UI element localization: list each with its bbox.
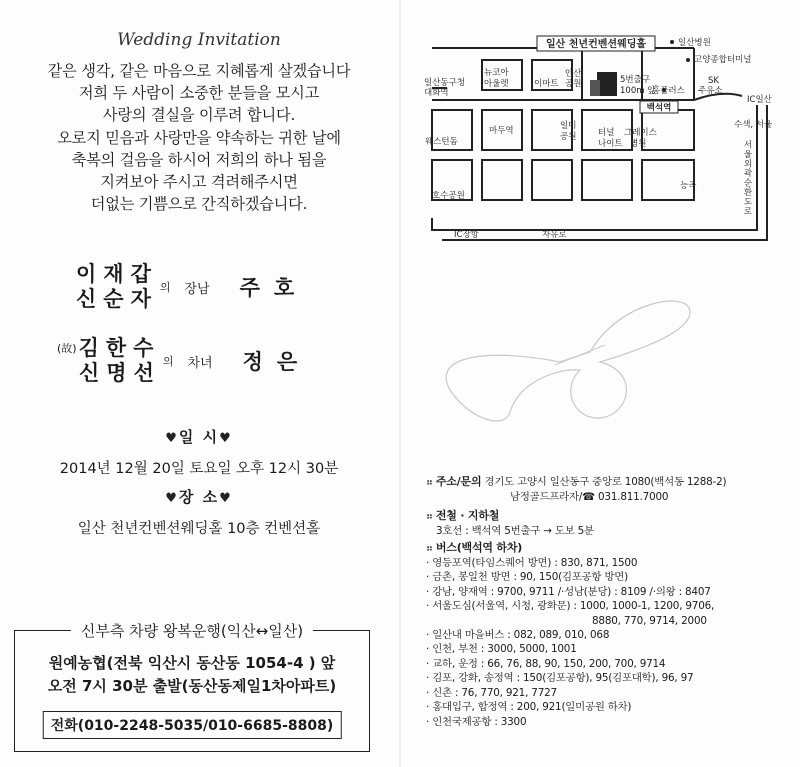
map-ansan-park: 공원 [565,79,582,89]
map-sk: SK [708,76,719,86]
bus-departure-time: 오전 7시 30분 출발(동산동제일1차아파트) [47,677,337,695]
message-line: 오로지 믿음과 사랑만을 약속하는 귀한 날에 [57,128,341,147]
message-line: 저희 두 사람이 소중한 분들을 모시고 [78,84,320,103]
datetime-heading: 일 시 [178,428,220,446]
bus-route: · 인천, 부천 : 3000, 5000, 1001 [426,643,577,656]
bride-mother: 신명선 [79,361,161,385]
map-ansan: 안산 [565,69,582,79]
map-ring-road: 서울외곽순환도로 [742,140,752,216]
map-hall-label: 일산 천년컨벤션웨딩홀 [545,39,647,50]
section-marker-icon: ⠶ [426,511,433,522]
bride-relation: 차녀 [187,355,213,371]
map-lake-park: 호수공원 [432,191,465,201]
bus-route: · 교하, 운정 : 66, 76, 88, 90, 150, 200, 700, 9714 [426,657,666,670]
message-line: 축복의 걸음을 하시어 저희의 하나 됨을 [71,150,327,169]
bus-route: · 일산내 마을버스 : 082, 089, 010, 068 [426,629,610,642]
bus-route: · 인천국제공항 : 3300 [426,715,527,728]
subway-text: 3호선 : 백석역 5번출구 → 도보 5분 [436,525,594,538]
bus-route: · 홍대입구, 합정역 : 200, 921(일미공원 하차) [426,701,632,714]
bus-contact-phone: 전화(010-2248-5035/010-6685-8808) [43,711,342,739]
map-gu-office: 일산동구청 [424,78,466,88]
groom-father: 이재갑 [76,262,158,286]
bus-label-wrap [426,541,522,554]
map-ilmi: 일미 [560,121,577,131]
bride-name: 정은 [242,350,312,374]
groom-name: 주호 [239,276,309,300]
map-baekseok-station: 백석역 [646,103,672,113]
map-tunnel: 터널 [598,128,615,138]
map-ic-ilsan: IC일산 [747,95,772,105]
bus-route: · 강남, 양재역 : 9700, 9711 /·성남(분당) : 8109 /·의왕 : 8407 [426,585,711,598]
map-homeplus: 홈플러스 [652,86,685,96]
heart-icon: ♥ [165,431,179,446]
bride-particle: 의 [162,355,174,368]
heart-icon: ♥ [219,491,233,506]
address-line-2: 남정골드프라자/☎ 031.811.7000 [510,491,669,504]
map-grace-hospital: 병원 [630,139,647,149]
venue-heading: 장 소 [178,488,220,506]
map-jayuro: 자유로 [542,230,567,240]
map-exit: 5번출구 [620,75,651,85]
map-night: 나이트 [598,139,623,149]
bus-route: · 영등포역(타임스퀘어 방면) : 830, 871, 1500 [426,557,638,570]
bride-father: 김한수 [78,336,161,360]
map-newcore: 뉴코아 [484,68,509,78]
map-goyang-terminal: 고양종합터미널 [694,55,752,65]
bus-route-cont: 8880, 770, 9714, 2000 [592,614,707,627]
map-western-dom: 웨스턴돔 [425,137,458,147]
heart-icon: ♥ [165,491,179,506]
subway-heading-row [426,509,786,524]
bus-heading-row [426,541,786,556]
bus-label: 버스(백석역 하차) [435,540,523,554]
address-label-wrap [426,475,481,488]
map-madu-station: 마두역 [489,126,514,136]
bus-route: · 금촌, 봉일천 방면 : 90, 150(김포공항 방면) [426,571,628,584]
address-label: 주소/문의 [435,475,482,488]
late-mark: (故) [57,342,77,355]
datetime-value: 2014년 12월 20일 토요일 오후 12시 30분 [59,461,339,477]
map-ilmi-park: 공원 [560,132,577,142]
map-neunggok: 능곡 [680,181,697,191]
subway-label-wrap [426,509,499,522]
bus-route: · 김포, 강화, 송정역 : 150(김포공항), 95(김포대학), 96, 97 [426,672,694,685]
map-daehwa-station: 대화역 [424,88,449,98]
bus-route: · 신촌 : 76, 770, 921, 7727 [426,686,557,699]
map-outlet: 아울렛 [484,79,509,89]
message-line: 더없는 기쁨으로 간직하겠습니다. [90,195,308,214]
heart-icon: ♥ [219,431,233,446]
message-line: 지켜보아 주시고 격려해주시면 [100,173,298,192]
venue-value: 일산 천년컨벤션웨딩홀 10층 컨벤션홀 [77,521,321,537]
map-sk-gas: 주유소 [698,86,723,96]
map-exit-distance: 100m 앞 [620,86,656,96]
map-ic-janghang: IC장항 [454,230,479,240]
groom-mother: 신순자 [76,287,158,311]
address-row [426,475,786,490]
bus-service-title: 신부측 차량 왕복운행(익산↔일산) [71,620,313,641]
message-line: 같은 생각, 같은 마음으로 지혜롭게 살겠습니다 [47,62,351,80]
map-emart: 이마트 [534,79,559,89]
section-marker-icon: ⠶ [426,478,433,488]
bus-departure-place: 원예농협(전북 익산시 동산동 1054-4 ) 앞 [48,654,336,672]
groom-relation: 장남 [184,281,210,297]
map-grace: 그레이스 [624,128,657,138]
message-line: 사랑의 결실을 이루려 합니다. [102,106,296,125]
address-line: 경기도 고양시 일산동구 중앙로 1080(백석동 1288-2) [484,476,727,488]
section-marker-icon: ⠶ [426,543,433,554]
subway-label: 전철 · 지하철 [435,508,500,522]
groom-particle: 의 [159,281,171,294]
wedding-invitation-title: Wedding Invitation [117,30,281,50]
map-ilsan-hospital: 일산병원 [678,38,711,48]
map-suseak-seoul: 수색, 서울 [734,120,773,130]
directions-info [426,475,786,729]
bus-route: · 서울도심(서울역, 시청, 광화문) : 1000, 1000-1, 1200, 9706, [426,600,715,613]
